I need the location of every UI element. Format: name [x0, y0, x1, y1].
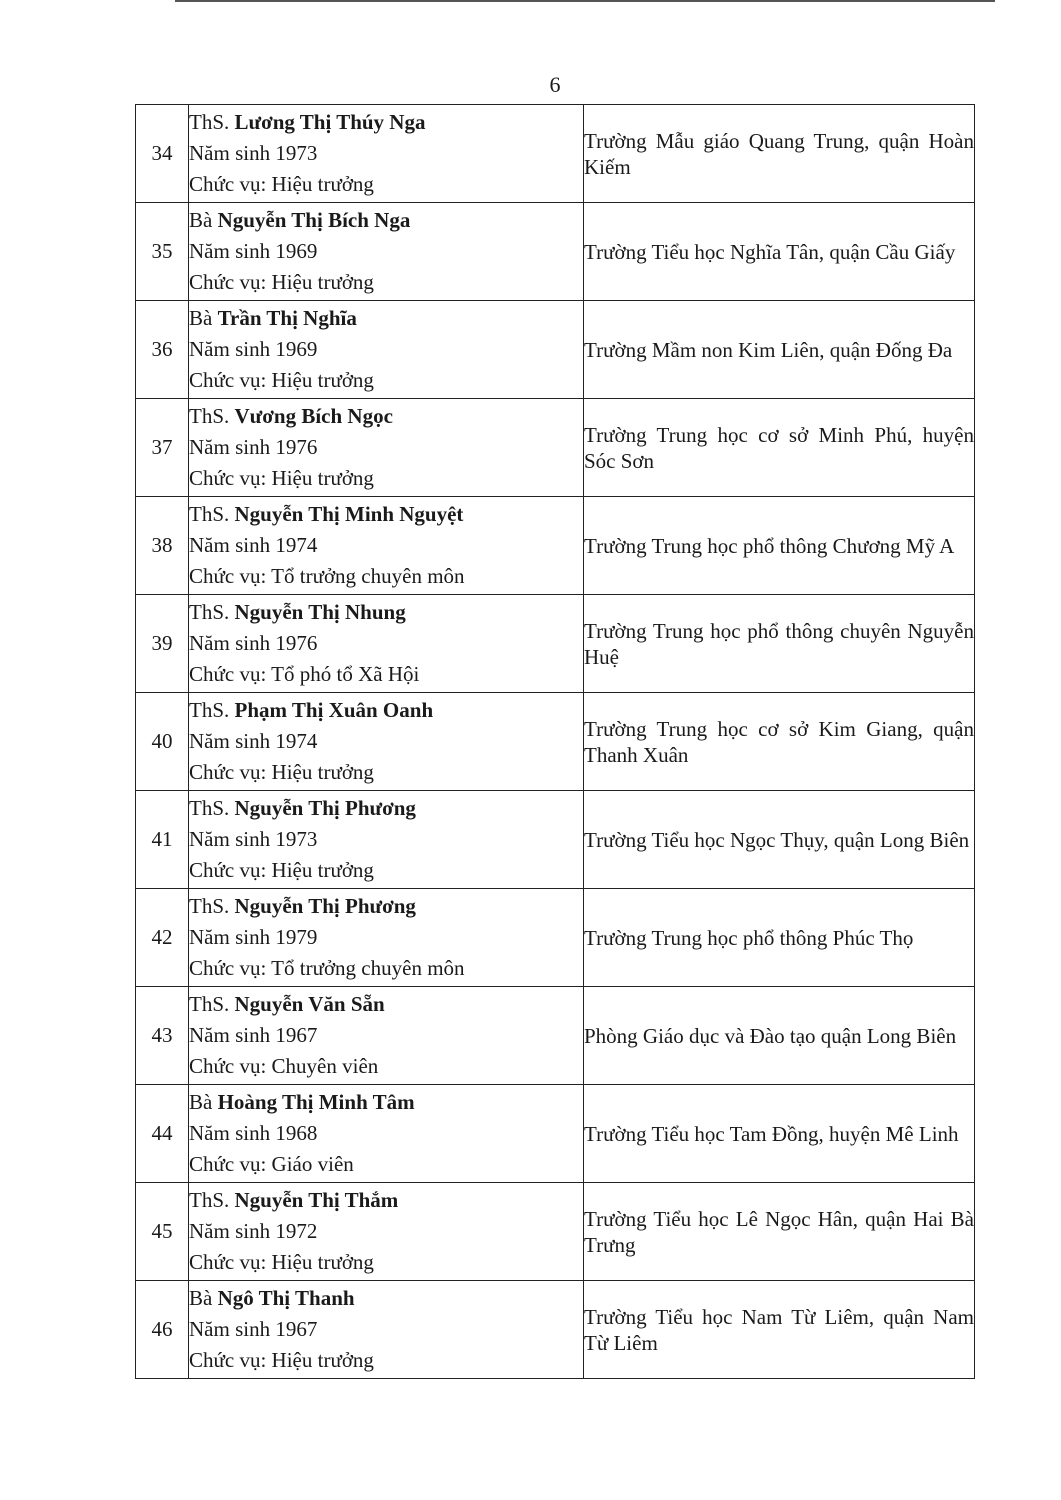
- organization: [584, 497, 975, 595]
- position: Chức vụ: Hiệu trưởng: [189, 172, 374, 196]
- person-title: ThS.: [189, 992, 230, 1016]
- organization: [584, 203, 975, 301]
- person-name: [189, 303, 583, 334]
- person-name-text: Nguyễn Thị Phương: [234, 796, 416, 820]
- table-row: [136, 1281, 975, 1379]
- position: Chức vụ: Tổ trưởng chuyên môn: [189, 564, 465, 588]
- row-number: [136, 1281, 189, 1379]
- row-number: [136, 693, 189, 791]
- person-name: [189, 695, 583, 726]
- position: Chức vụ: Tổ phó tổ Xã Hội: [189, 662, 420, 686]
- row-number-text: 43: [151, 1023, 173, 1047]
- person-info: [189, 105, 584, 203]
- row-number: [136, 791, 189, 889]
- organization-text: Trường Tiểu học Nghĩa Tân, quận Cầu Giấy: [584, 239, 956, 264]
- birth-year: Năm sinh 1972: [189, 1219, 318, 1243]
- position: Chức vụ: Hiệu trưởng: [189, 858, 374, 882]
- person-title: ThS.: [189, 110, 230, 134]
- person-info: [189, 693, 584, 791]
- organization-text: Trường Mẫu giáo Quang Trung, quận Hoàn Kiếm: [584, 128, 974, 179]
- position: Chức vụ: Hiệu trưởng: [189, 368, 374, 392]
- person-name: [189, 1283, 583, 1314]
- organization-text: Trường Tiểu học Ngọc Thụy, quận Long Biên: [584, 827, 970, 852]
- organization: [584, 693, 975, 791]
- row-number-text: 46: [151, 1317, 173, 1341]
- person-title: ThS.: [189, 502, 230, 526]
- table-row: [136, 693, 975, 791]
- table-row: [136, 1183, 975, 1281]
- table-row: [136, 595, 975, 693]
- person-name: [189, 499, 583, 530]
- table-row: [136, 497, 975, 595]
- person-name-text: Nguyễn Thị Nhung: [234, 600, 406, 624]
- row-number: [136, 1183, 189, 1281]
- person-name-text: Lương Thị Thúy Nga: [234, 110, 426, 134]
- birth-year: Năm sinh 1968: [189, 1121, 318, 1145]
- person-name: [189, 1185, 583, 1216]
- person-name: [189, 1087, 583, 1118]
- position: Chức vụ: Tổ trưởng chuyên môn: [189, 956, 465, 980]
- person-name: [189, 205, 583, 236]
- organization: [584, 301, 975, 399]
- person-title: ThS.: [189, 600, 230, 624]
- person-info: [189, 301, 584, 399]
- person-info: [189, 791, 584, 889]
- person-title: ThS.: [189, 404, 230, 428]
- page-number: 6: [549, 72, 561, 97]
- birth-year: Năm sinh 1976: [189, 631, 318, 655]
- organization-text: Trường Mầm non Kim Liên, quận Đống Đa: [584, 337, 953, 362]
- position: Chức vụ: Hiệu trưởng: [189, 270, 374, 294]
- person-title: Bà: [189, 1286, 213, 1310]
- position: Chức vụ: Hiệu trưởng: [189, 1348, 374, 1372]
- person-title: ThS.: [189, 796, 230, 820]
- birth-year: Năm sinh 1967: [189, 1023, 318, 1047]
- row-number-text: 45: [151, 1219, 173, 1243]
- birth-year: Năm sinh 1976: [189, 435, 318, 459]
- birth-year: Năm sinh 1974: [189, 533, 318, 557]
- row-number-text: 40: [151, 729, 173, 753]
- position: Chức vụ: Chuyên viên: [189, 1054, 379, 1078]
- birth-year: Năm sinh 1969: [189, 337, 318, 361]
- organization-text: Trường Trung học phổ thông Phúc Thọ: [584, 925, 914, 950]
- person-name-text: Nguyễn Thị Thắm: [234, 1188, 399, 1212]
- person-title: ThS.: [189, 1188, 230, 1212]
- person-name-text: Nguyễn Thị Bích Nga: [217, 208, 411, 232]
- person-title: ThS.: [189, 698, 230, 722]
- person-name-text: Nguyễn Thị Minh Nguyệt: [234, 502, 464, 526]
- table-row: [136, 105, 975, 203]
- top-rule: [175, 0, 995, 2]
- person-name: [189, 107, 583, 138]
- row-number-text: 42: [151, 925, 173, 949]
- row-number-text: 39: [151, 631, 173, 655]
- person-title: Bà: [189, 208, 213, 232]
- row-number: [136, 497, 189, 595]
- birth-year: Năm sinh 1974: [189, 729, 318, 753]
- person-name-text: Ngô Thị Thanh: [217, 1286, 355, 1310]
- person-info: [189, 987, 584, 1085]
- row-number: [136, 105, 189, 203]
- position: Chức vụ: Hiệu trưởng: [189, 760, 374, 784]
- birth-year: Năm sinh 1979: [189, 925, 318, 949]
- position: Chức vụ: Hiệu trưởng: [189, 466, 374, 490]
- organization: [584, 791, 975, 889]
- organization: [584, 1085, 975, 1183]
- organization: [584, 1183, 975, 1281]
- person-name-text: Nguyễn Văn Sẵn: [234, 992, 385, 1016]
- organization-text: Trường Trung học cơ sở Minh Phú, huyện Sóc Sơn: [584, 422, 974, 473]
- person-name-text: Phạm Thị Xuân Oanh: [234, 698, 434, 722]
- table-row: [136, 399, 975, 497]
- person-info: [189, 1183, 584, 1281]
- row-number-text: 35: [151, 239, 173, 263]
- person-name: [189, 401, 583, 432]
- organization-text: Trường Tiểu học Tam Đồng, huyện Mê Linh: [584, 1121, 959, 1146]
- organization-text: Phòng Giáo dục và Đào tạo quận Long Biên: [584, 1023, 957, 1048]
- organization-text: Trường Trung học cơ sở Kim Giang, quận Thanh Xuân: [584, 716, 974, 767]
- organization-text: Trường Tiểu học Lê Ngọc Hân, quận Hai Bà Trưng: [584, 1206, 974, 1257]
- person-name-text: Hoàng Thị Minh Tâm: [217, 1090, 415, 1114]
- row-number: [136, 889, 189, 987]
- table-row: [136, 203, 975, 301]
- organization: [584, 399, 975, 497]
- row-number-text: 41: [151, 827, 173, 851]
- organization: [584, 1281, 975, 1379]
- person-info: [189, 1281, 584, 1379]
- row-number-text: 36: [151, 337, 173, 361]
- person-info: [189, 889, 584, 987]
- row-number: [136, 1085, 189, 1183]
- person-title: Bà: [189, 306, 213, 330]
- person-info: [189, 399, 584, 497]
- organization: [584, 889, 975, 987]
- birth-year: Năm sinh 1973: [189, 141, 318, 165]
- person-name-text: Nguyễn Thị Phương: [234, 894, 416, 918]
- organization: [584, 105, 975, 203]
- organization: [584, 987, 975, 1085]
- birth-year: Năm sinh 1969: [189, 239, 318, 263]
- row-number-text: 34: [151, 141, 173, 165]
- person-name: [189, 891, 583, 922]
- organization-text: Trường Tiểu học Nam Từ Liêm, quận Nam Từ Liêm: [584, 1304, 974, 1355]
- person-name: [189, 597, 583, 628]
- person-name: [189, 989, 583, 1020]
- organization-text: Trường Trung học phổ thông Chương Mỹ A: [584, 533, 955, 558]
- birth-year: Năm sinh 1967: [189, 1317, 318, 1341]
- row-number: [136, 399, 189, 497]
- row-number: [136, 595, 189, 693]
- table-row: [136, 987, 975, 1085]
- person-info: [189, 203, 584, 301]
- row-number: [136, 987, 189, 1085]
- person-title: Bà: [189, 1090, 213, 1114]
- organization-text: Trường Trung học phổ thông chuyên Nguyễn Huệ: [584, 618, 974, 669]
- position: Chức vụ: Giáo viên: [189, 1152, 354, 1176]
- person-title: ThS.: [189, 894, 230, 918]
- person-info: [189, 497, 584, 595]
- row-number: [136, 301, 189, 399]
- row-number: [136, 203, 189, 301]
- table-row: [136, 1085, 975, 1183]
- awardee-table-body: [136, 105, 975, 1379]
- row-number-text: 38: [151, 533, 173, 557]
- organization: [584, 595, 975, 693]
- person-name-text: Vương Bích Ngọc: [234, 404, 393, 428]
- table-row: [136, 889, 975, 987]
- awardee-table: [135, 104, 975, 1379]
- person-name-text: Trần Thị Nghĩa: [217, 306, 357, 330]
- person-info: [189, 595, 584, 693]
- person-info: [189, 1085, 584, 1183]
- row-number-text: 44: [151, 1121, 173, 1145]
- table-row: [136, 791, 975, 889]
- row-number-text: 37: [151, 435, 173, 459]
- person-name: [189, 793, 583, 824]
- birth-year: Năm sinh 1973: [189, 827, 318, 851]
- table-row: [136, 301, 975, 399]
- position: Chức vụ: Hiệu trưởng: [189, 1250, 374, 1274]
